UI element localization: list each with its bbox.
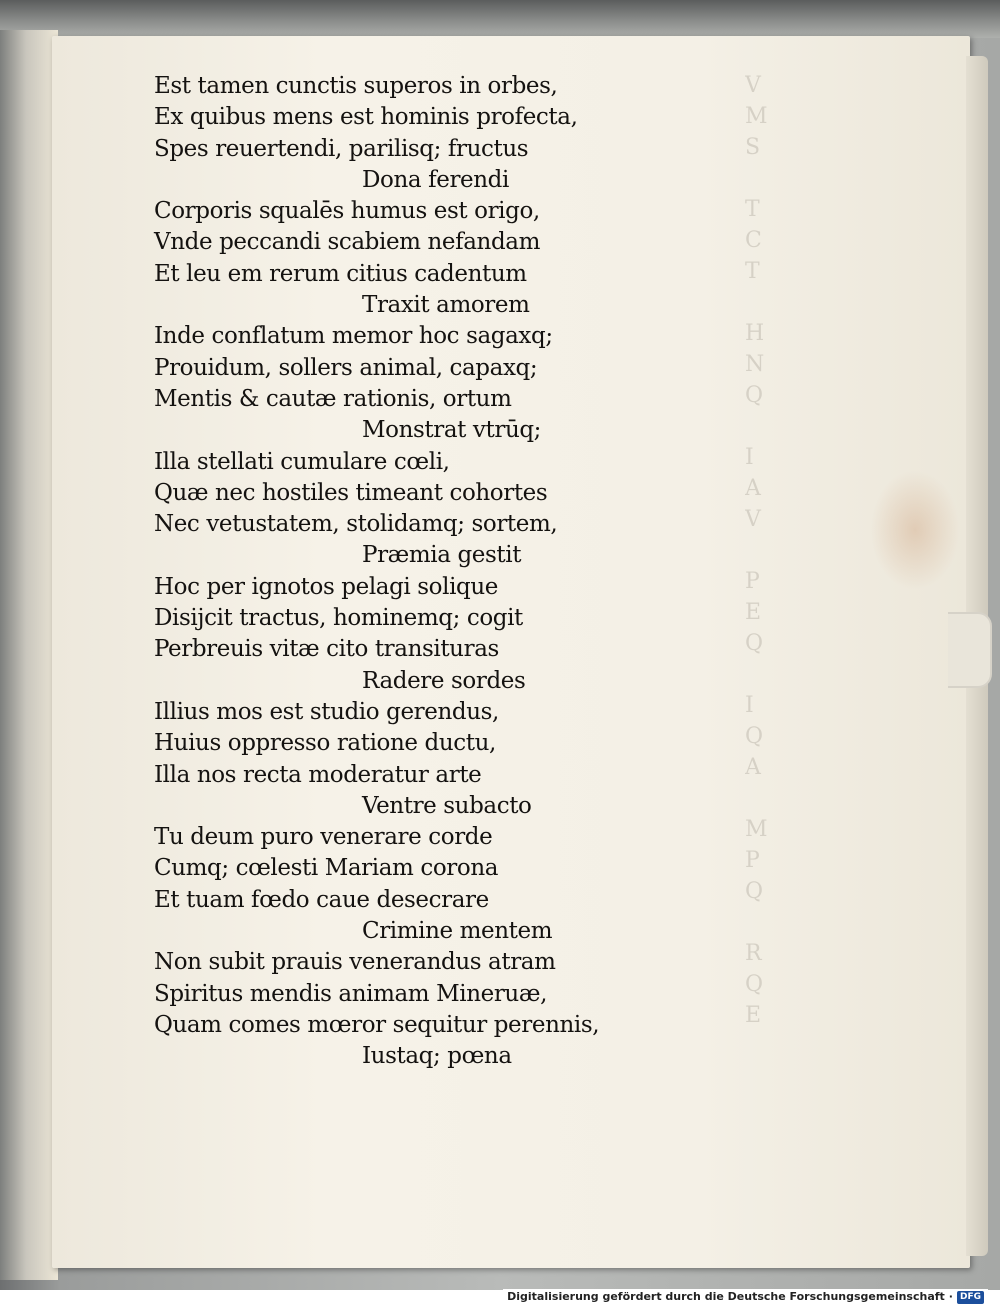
poem-line: Prouidum, sollers animal, capaxq;	[154, 354, 538, 381]
poem-line: Spes reuertendi, parilisq; fructus	[154, 135, 529, 162]
poem-refrain-line: Præmia gestit	[362, 542, 522, 569]
footer-credit	[503, 1289, 988, 1305]
poem-line: Illa nos recta moderatur arte	[154, 761, 482, 788]
poem-line: Est tamen cunctis superos in orbes,	[154, 73, 558, 99]
poem-line: Huius oppresso ratione ductu,	[154, 730, 496, 757]
poem-line: Nec vetustatem, stolidamq; sortem,	[154, 511, 558, 538]
poem-line: Illa stellati cumulare cœli,	[154, 448, 450, 475]
poem-refrain-line: Traxit amorem	[362, 292, 530, 319]
book-spine-edge	[0, 30, 58, 1280]
poem-refrain-line: Iustaq; pœna	[362, 1043, 512, 1070]
poem-line: Non subit prauis venerandus atram	[154, 949, 556, 976]
poem-line: Inde conflatum memor hoc sagaxq;	[154, 323, 553, 350]
footer-credit-text: Digitalisierung gefördert durch die Deutsche Forschungsgemeinschaft	[507, 1290, 945, 1303]
poem-refrain-line: Monstrat vtrūq;	[362, 417, 542, 444]
poem-refrain-line: Radere sordes	[362, 667, 526, 694]
poem-text-block	[154, 71, 754, 1073]
poem-line: Quam comes mœror sequitur perennis,	[154, 1011, 600, 1038]
poem-refrain-line: Crimine mentem	[362, 918, 553, 945]
poem-line: Corporis squalēs humus est origo,	[154, 198, 540, 225]
poem-line: Vnde peccandi scabiem nefandam	[154, 229, 540, 256]
show-through-text: V M S T C T H N Q I A V P E Q I Q A M P Q R Q E	[745, 73, 768, 1028]
dfg-logo: DFG	[957, 1291, 984, 1304]
poem-line: Cumq; cœlesti Mariam corona	[154, 855, 499, 882]
poem-refrain-line: Ventre subacto	[362, 792, 532, 819]
poem-line: Hoc per ignotos pelagi solique	[154, 573, 498, 600]
poem-line: Perbreuis vitæ cito transituras	[154, 636, 499, 663]
poem-line: Disijcit tractus, hominemq; cogit	[154, 605, 523, 632]
page-tab	[948, 612, 992, 688]
poem-refrain-line: Dona ferendi	[362, 166, 509, 193]
poem-line: Ex quibus mens est hominis profecta,	[154, 104, 578, 131]
poem-line: Tu deum puro venerare corde	[154, 824, 493, 851]
poem-line: Spiritus mendis animam Mineruæ,	[154, 980, 547, 1007]
poem-line: Et tuam fœdo caue desecrare	[154, 886, 489, 913]
book-cover-top-edge	[0, 0, 1000, 38]
poem-line: Illius mos est studio gerendus,	[154, 698, 499, 725]
poem-line: Quæ nec hostiles timeant cohortes	[154, 479, 548, 506]
poem-line: Mentis & cautæ rationis, ortum	[154, 385, 512, 412]
poem-line: Et leu em rerum citius cadentum	[154, 260, 527, 287]
footer-separator: ·	[948, 1290, 953, 1303]
